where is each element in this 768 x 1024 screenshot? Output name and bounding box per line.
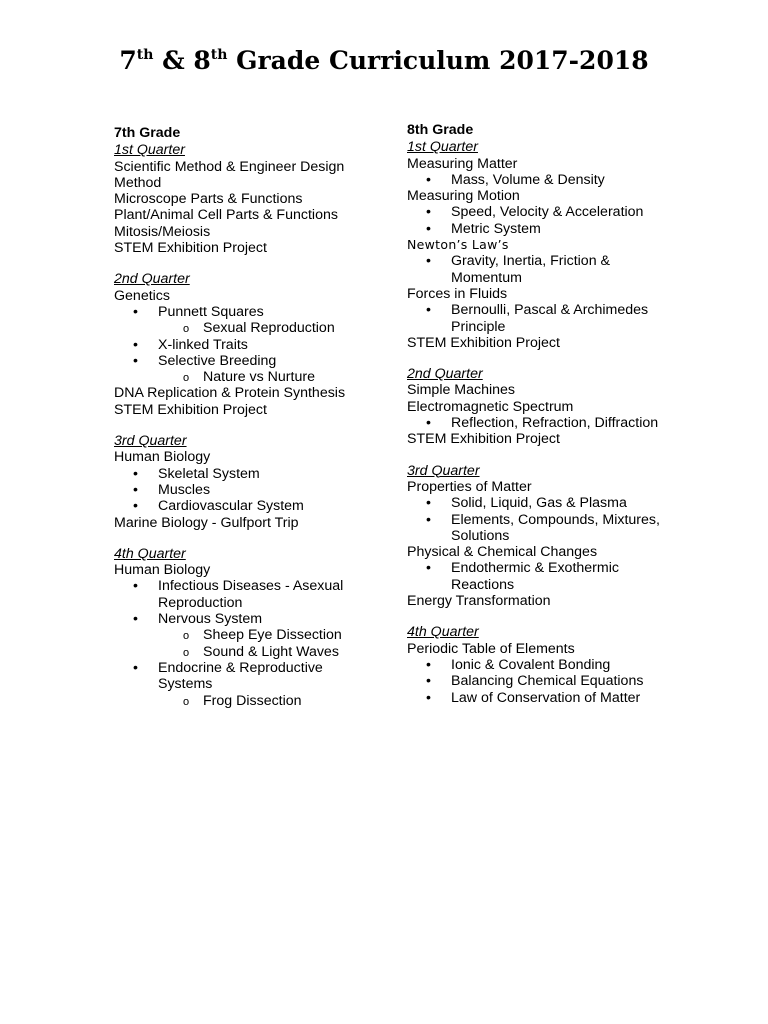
sub-bullet-icon: o [183, 372, 190, 385]
title-superscript: th [210, 47, 228, 63]
sub-bullet-item [114, 627, 374, 643]
quarter-heading: 3rd Quarter [407, 462, 480, 479]
bullet-item [407, 560, 681, 593]
title-part: Grade Curriculum 2017-2018 [227, 46, 649, 75]
bullet-text: Ionic & Covalent Bonding [451, 656, 611, 673]
sub-bullet-text: Sheep Eye Dissection [203, 627, 342, 644]
quarter-heading: 4th Quarter [407, 624, 479, 641]
sub-bullet-text: Sexual Reproduction [203, 320, 335, 337]
bullet-icon: • [133, 465, 138, 482]
topic-line: STEM Exhibition Project [407, 431, 560, 448]
bullet-item [407, 204, 677, 220]
topic-line: STEM Exhibition Project [114, 240, 267, 257]
sub-bullet-icon: o [183, 646, 190, 659]
bullet-item [114, 353, 374, 369]
bullet-text: Bernoulli, Pascal & Archimedes Principle [451, 302, 649, 335]
bullet-icon: • [426, 204, 431, 221]
bullet-item [407, 673, 677, 689]
bullet-text: Infectious Diseases - Asexual Reproduction [158, 578, 344, 611]
topic-line: DNA Replication & Protein Synthesis [114, 385, 346, 402]
topic-line: Newton’s Law’s [407, 237, 509, 253]
sub-bullet-item [114, 644, 374, 660]
topic-line: Properties of Matter [407, 478, 532, 495]
bullet-item [407, 657, 677, 673]
bullet-text: Selective Breeding [158, 352, 277, 369]
bullet-text: Metric System [451, 220, 541, 237]
topic-line: Scientific Method & Engineer Design Method [114, 158, 345, 191]
bullet-text: Mass, Volume & Density [451, 171, 605, 188]
bullet-item [407, 302, 701, 335]
bullet-text: Punnett Squares [158, 303, 264, 320]
bullet-icon: • [426, 673, 431, 690]
topic-line: Microscope Parts & Functions [114, 191, 303, 208]
bullet-icon: • [133, 578, 138, 595]
bullet-text: Gravity, Inertia, Friction & Momentum [451, 253, 610, 286]
bullet-icon: • [426, 689, 431, 706]
sub-bullet-item [114, 693, 374, 709]
bullet-item [407, 512, 666, 545]
bullet-icon: • [133, 303, 138, 320]
bullet-text: Solid, Liquid, Gas & Plasma [451, 495, 627, 512]
bullet-item [407, 221, 677, 237]
bullet-text: Skeletal System [158, 465, 260, 482]
bullet-text: Endocrine & Reproductive Systems [158, 659, 323, 693]
bullet-icon: • [426, 220, 431, 237]
bullet-item [114, 660, 324, 693]
topic-line: STEM Exhibition Project [114, 401, 267, 418]
bullet-item [407, 690, 677, 706]
title-part: & 8 [153, 46, 211, 75]
bullet-item [114, 482, 374, 498]
topic-line: Measuring Motion [407, 188, 520, 205]
sub-bullet-text: Frog Dissection [203, 692, 302, 709]
quarter-heading: 2nd Quarter [407, 366, 483, 383]
bullet-item [114, 466, 374, 482]
bullet-icon: • [133, 611, 138, 628]
topic-line: Physical & Chemical Changes [407, 544, 598, 561]
bullet-icon: • [133, 481, 138, 498]
topic-line: Simple Machines [407, 382, 516, 399]
sub-bullet-item [114, 320, 374, 336]
bullet-text: Speed, Velocity & Acceleration [451, 204, 644, 221]
bullet-text: Reflection, Refraction, Diffraction [451, 415, 659, 432]
bullet-item [407, 415, 677, 431]
topic-line: Genetics [114, 287, 170, 304]
topic-line: Periodic Table of Elements [407, 640, 575, 657]
topic-line: Energy Transformation [407, 593, 551, 610]
bullet-text: Law of Conservation of Matter [451, 689, 641, 706]
bullet-icon: • [133, 498, 138, 515]
topic-line: Forces in Fluids [407, 285, 508, 302]
bullet-icon: • [426, 171, 431, 188]
bullet-icon: • [426, 511, 431, 528]
topic-line: Measuring Matter [407, 155, 518, 172]
quarter-heading: 1st Quarter [114, 142, 185, 159]
bullet-text: X-linked Traits [158, 336, 248, 353]
topic-line: Mitosis/Meiosis [114, 223, 211, 240]
topic-line: Plant/Animal Cell Parts & Functions [114, 207, 338, 224]
bullet-text: Balancing Chemical Equations [451, 673, 644, 690]
topic-line: Electromagnetic Spectrum [407, 398, 574, 415]
bullet-icon: • [133, 352, 138, 369]
bullet-item [407, 253, 661, 286]
bullet-text: Elements, Compounds, Mixtures, Solutions [451, 511, 660, 544]
grade-heading: 7th Grade [114, 125, 181, 141]
bullet-item [114, 337, 374, 353]
bullet-icon: • [426, 302, 431, 319]
sub-bullet-text: Sound & Light Waves [203, 643, 339, 660]
eighth-grade-column [407, 122, 677, 706]
bullet-text: Nervous System [158, 611, 263, 628]
sub-bullet-item [114, 369, 374, 385]
bullet-text: Cardiovascular System [158, 498, 304, 515]
quarter-heading: 3rd Quarter [114, 433, 187, 450]
bullet-item [114, 304, 374, 320]
sub-bullet-icon: o [183, 695, 190, 708]
bullet-icon: • [426, 495, 431, 512]
sub-bullet-icon: o [183, 630, 190, 643]
seventh-grade-column [114, 125, 374, 709]
grade-heading: 8th Grade [407, 122, 474, 138]
bullet-item [114, 611, 374, 627]
sub-bullet-icon: o [183, 323, 190, 336]
bullet-item [407, 495, 677, 511]
bullet-item [114, 578, 354, 611]
bullet-item [407, 172, 677, 188]
quarter-heading: 1st Quarter [407, 139, 478, 156]
topic-line: Marine Biology - Gulfport Trip [114, 514, 299, 531]
bullet-icon: • [426, 656, 431, 673]
bullet-text: Muscles [158, 481, 211, 498]
quarter-heading: 4th Quarter [114, 545, 186, 562]
topic-line: Human Biology [114, 562, 211, 579]
bullet-icon: • [426, 415, 431, 432]
title-part: 7 [119, 46, 137, 75]
quarter-heading: 2nd Quarter [114, 271, 190, 288]
bullet-icon: • [426, 253, 431, 270]
bullet-icon: • [426, 560, 431, 577]
topic-line: STEM Exhibition Project [407, 334, 560, 351]
topic-line: Human Biology [114, 449, 211, 466]
bullet-icon: • [133, 336, 138, 353]
bullet-text: Endothermic & Exothermic Reactions [451, 560, 619, 593]
sub-bullet-text: Nature vs Nurture [203, 369, 315, 386]
bullet-item [114, 498, 374, 514]
page-title [0, 46, 768, 75]
bullet-icon: • [133, 659, 138, 676]
title-superscript: th [136, 47, 154, 63]
